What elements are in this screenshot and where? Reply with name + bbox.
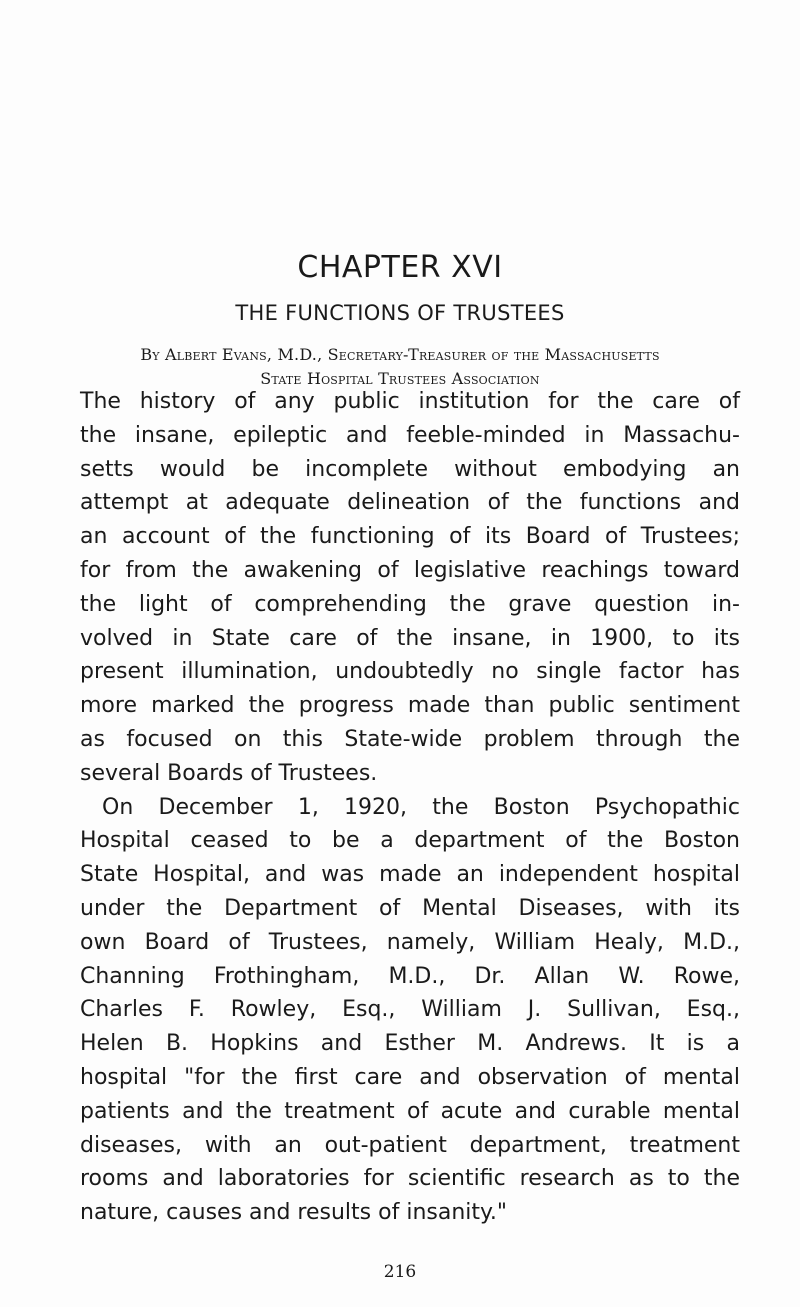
text-line: as focused on this State-wide problem through the xyxy=(80,726,740,752)
body-text xyxy=(80,385,740,1230)
text-line: On December 1, 1920, the Boston Psychopathic xyxy=(102,794,740,820)
text-line: an account of the functioning of its Board of Trustees; xyxy=(80,524,740,550)
text-line: Helen B. Hopkins and Esther M. Andrews. It is a xyxy=(80,1031,740,1057)
paragraph-1 xyxy=(80,385,740,791)
text-line: own Board of Trustees, namely, William Healy, M.D., xyxy=(80,929,740,955)
text-line: for from the awakening of legislative reachings toward xyxy=(80,557,740,583)
byline-line: State Hospital Trustees Association xyxy=(260,369,540,388)
text-line: State Hospital, and was made an independent hospital xyxy=(80,862,740,888)
text-line: several Boards of Trustees. xyxy=(80,760,378,786)
text-line: Hospital ceased to be a department of the Boston xyxy=(80,828,740,854)
byline-line: By Albert Evans, M.D., Secretary-Treasurer of the Massachusetts xyxy=(140,345,660,364)
page-number: 216 xyxy=(383,1262,417,1282)
text-line: diseases, with an out-patient department, treatment xyxy=(80,1132,740,1158)
text-line: setts would be incomplete without embodying an xyxy=(80,456,740,482)
text-line: attempt at adequate delineation of the functions and xyxy=(80,490,740,516)
text-line: hospital "for the first care and observation of mental xyxy=(80,1064,740,1090)
text-line: more marked the progress made than public sentiment xyxy=(80,693,740,719)
text-line: patients and the treatment of acute and curable mental xyxy=(80,1098,740,1124)
chapter-title: CHAPTER XVI xyxy=(297,250,503,285)
text-line: Channing Frothingham, M.D., Dr. Allan W. Rowe, xyxy=(80,963,740,989)
text-line: under the Department of Mental Diseases, with its xyxy=(80,895,740,921)
text-line: volved in State care of the insane, in 1900, to its xyxy=(80,625,740,651)
text-line: the insane, epileptic and feeble-minded in Massachu- xyxy=(80,422,740,448)
text-line: Charles F. Rowley, Esq., William J. Sullivan, Esq., xyxy=(80,997,740,1023)
text-line: nature, causes and results of insanity." xyxy=(80,1200,508,1226)
text-line: rooms and laboratories for scientific research as to the xyxy=(80,1166,740,1192)
text-line: present illumination, undoubtedly no single factor has xyxy=(80,659,740,685)
paragraph-2 xyxy=(80,791,740,1230)
text-line: The history of any public institution for the care of xyxy=(80,389,740,414)
byline xyxy=(70,343,730,391)
chapter-subtitle: THE FUNCTIONS OF TRUSTEES xyxy=(235,301,565,325)
text-line: the light of comprehending the grave question in- xyxy=(80,591,740,617)
